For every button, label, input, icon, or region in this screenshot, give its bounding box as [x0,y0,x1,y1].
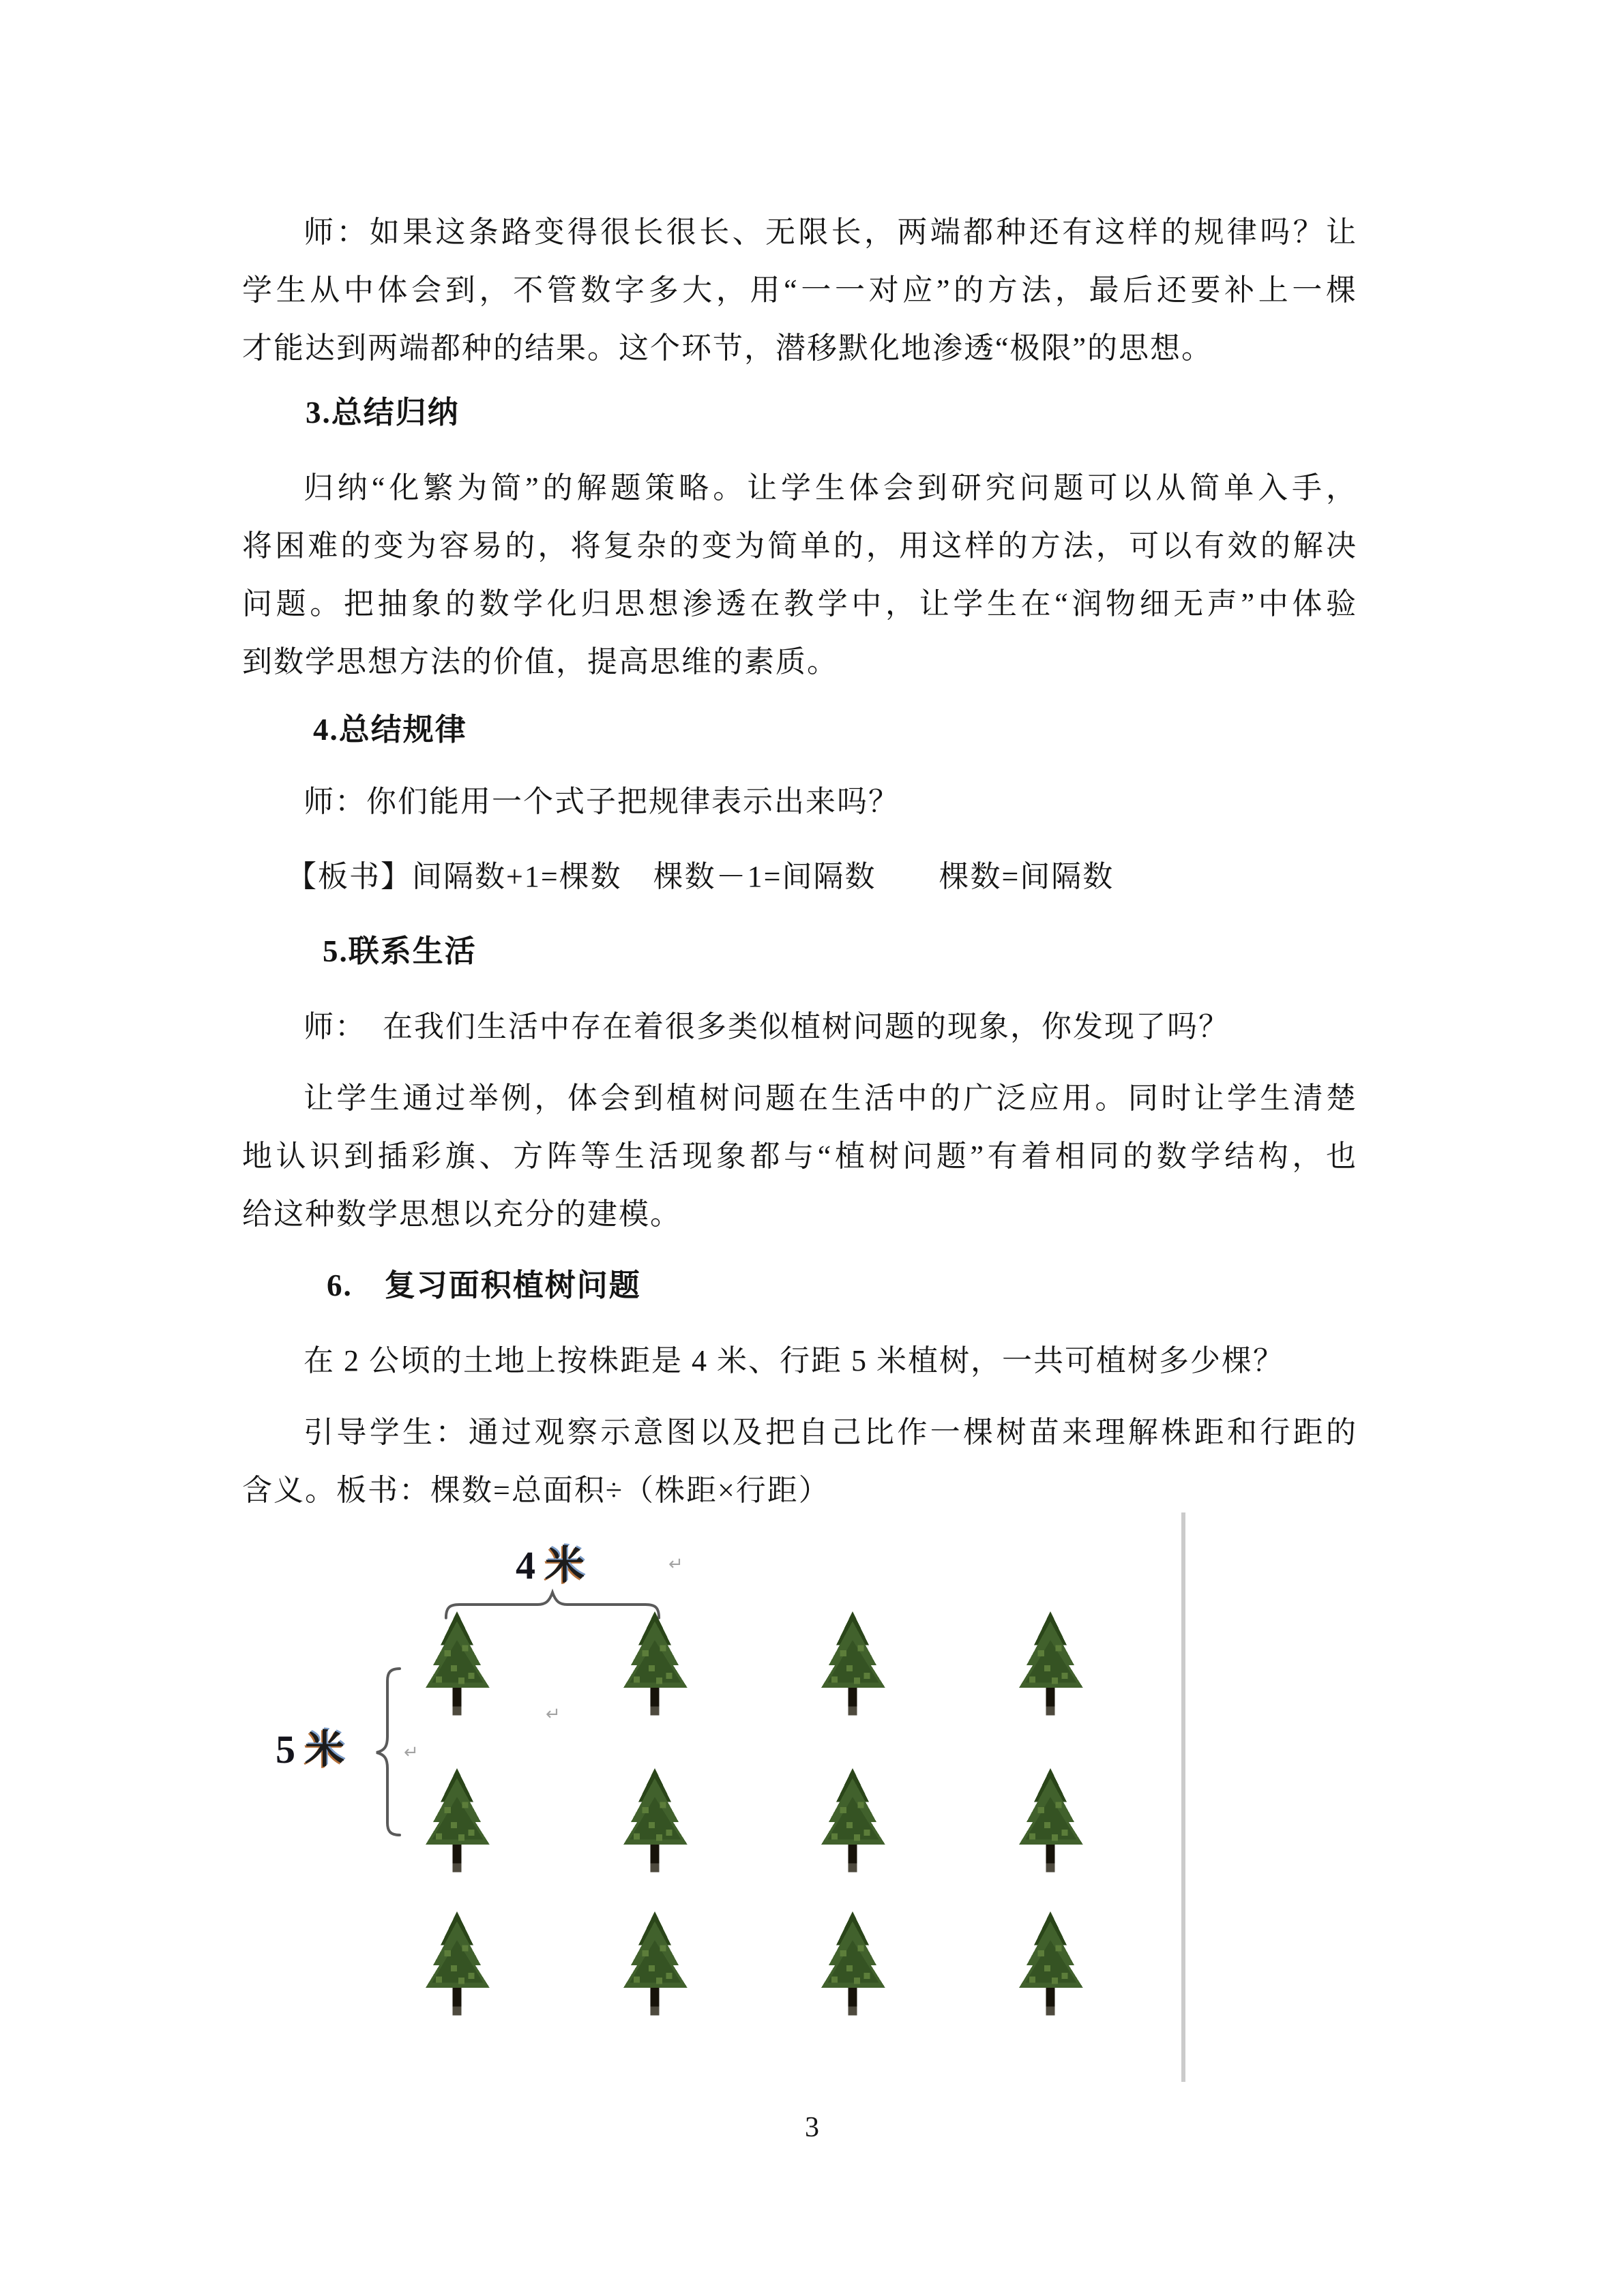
left-spacing-value: 5 [276,1727,295,1772]
text-line: 问题。把抽象的数学化归思想渗透在教学中，让学生在“润物细无声”中体验 [242,587,1357,621]
section-heading: 5.联系生活 [323,934,477,968]
text-line: 师：你们能用一个式子把规律表示出来吗？ [304,785,900,818]
paragraph [242,773,1357,831]
tree [415,1610,499,1718]
paragraph [242,203,1357,377]
tree [811,1767,894,1875]
text-line: 将困难的变为容易的，将复杂的变为简单的，用这样的方法，可以有效的解决 [242,529,1357,563]
paragraph [242,701,1357,759]
text-line: 才能达到两端都种的结果。这个环节，潜移默化地渗透“极限”的思想。 [242,331,1213,365]
text-line: 学生从中体会到，不管数字多大，用“一一对应”的方法，最后还要补上一棵 [242,273,1357,307]
paragraph [242,1332,1357,1390]
tree [811,1910,894,2018]
pine-tree-icon [1009,1767,1092,1875]
tree [1009,1767,1092,1875]
pine-tree-icon [613,1910,696,2018]
figure-tree-diagram [259,1536,1194,2082]
tree [1009,1910,1092,2018]
text-line: 含义。板书：棵数=总面积÷（株距×行距） [242,1474,830,1507]
pine-tree-icon [415,1610,499,1718]
board-formula-line: 【板书】间隔数+1=棵数 棵数－1=间隔数 棵数=间隔数 [286,860,1114,893]
section-heading: 3.总结归纳 [306,396,460,430]
section-heading: 4.总结规律 [313,713,467,747]
page-number: 3 [805,2112,819,2143]
pine-tree-icon [613,1767,696,1875]
pine-tree-icon [613,1610,696,1718]
text-line: 师：如果这条路变得很长很长、无限长，两端都种还有这样的规律吗？让 [304,215,1357,249]
text-line: 到数学思想方法的价值，提高思维的素质。 [242,645,838,679]
pine-tree-icon [811,1767,894,1875]
text-line: 给这种数学思想以充分的建模。 [242,1197,681,1231]
paragraph [242,1069,1357,1243]
tree [415,1767,499,1875]
pine-tree-icon [415,1910,499,2018]
text-line: 引导学生：通过观察示意图以及把自己比作一棵树苗来理解株距和行距的 [304,1416,1357,1449]
text-line: 地认识到插彩旗、方阵等生活现象都与“植树问题”有着相同的数学结构，也 [242,1139,1357,1173]
tree [613,1610,696,1718]
section-heading: 6. 复习面积植树问题 [327,1268,641,1302]
tree [811,1610,894,1718]
tree [415,1910,499,2018]
tree [613,1910,696,2018]
paragraph [242,1403,1357,1519]
pine-tree-icon [811,1610,894,1718]
tree-grid [259,1536,1194,2082]
paragraph [242,459,1357,691]
scan-artifact-icon: ↵ [404,1742,419,1763]
pine-tree-icon [1009,1610,1092,1718]
scan-artifact-icon: ↵ [546,1704,561,1725]
text-line: 归纳“化繁为简”的解题策略。让学生体会到研究问题可以从简单入手， [304,471,1357,505]
top-spacing-value: 4 [516,1543,535,1587]
tree [1009,1610,1092,1718]
top-spacing-unit: 米 [545,1543,585,1587]
left-spacing-unit: 米 [305,1727,345,1772]
paragraph [242,998,1357,1056]
paragraph [242,384,1357,442]
paragraph [242,923,1357,981]
pine-tree-icon [1009,1910,1092,2018]
pine-tree-icon [415,1767,499,1875]
document-content [242,0,1357,2082]
paragraph [242,848,1357,906]
text-line: 师： 在我们生活中存在着很多类似植树问题的现象，你发现了吗？ [304,1010,1230,1043]
text-line: 让学生通过举例，体会到植树问题在生活中的广泛应用。同时让学生清楚 [304,1082,1357,1115]
paragraph [242,1257,1357,1315]
text-line: 在 2 公顷的土地上按株距是 4 米、行距 5 米植树，一共可植树多少棵？ [304,1344,1284,1377]
tree [613,1767,696,1875]
pine-tree-icon [811,1910,894,2018]
scan-artifact-icon: ↵ [668,1554,683,1575]
